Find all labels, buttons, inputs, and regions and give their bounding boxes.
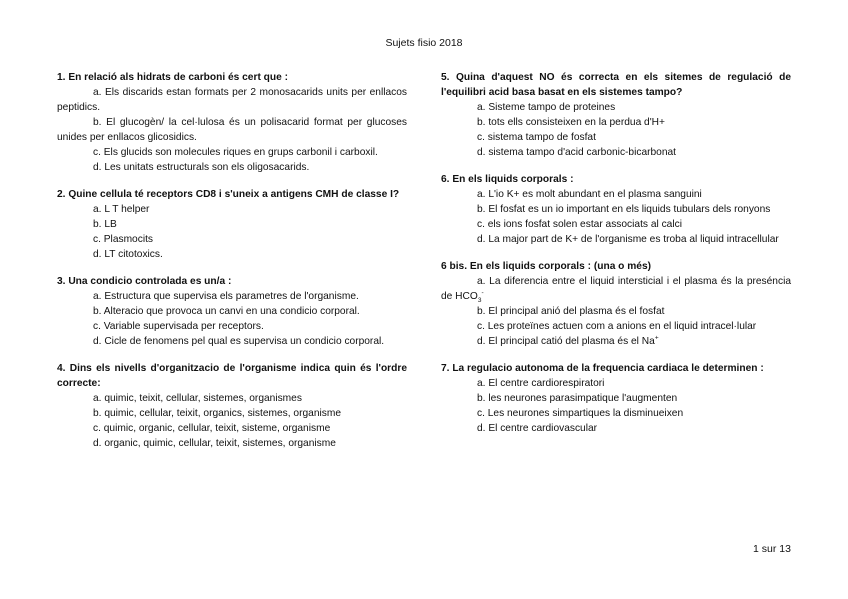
option-b: b. Alteracio que provoca un canvi en una condicio corporal. [93,306,360,317]
option-a-text: a. La diferencia entre el liquid intersticial i el plasma és la preséncia de HCO [441,276,791,302]
option-d: d. Les unitats estructurals son els oligosacarids. [93,162,310,173]
option-b: b. LB [93,219,117,230]
question-title: 4. Dins els nivells d'organitzacio de l'organisme indica quin és l'ordre correcte: [57,363,407,389]
question-4 [57,361,407,451]
option-a: a. quimic, teixit, cellular, sistemes, organismes [93,393,302,404]
option-b: b. quimic, cellular, teixit, organics, sistemes, organisme [93,408,341,419]
option-a: a. El centre cardiorespiratori [477,378,605,389]
question-6-bis [441,259,791,349]
option-b: b. El glucogèn/ la cel·lulosa és un polisacarid format per glucoses unides per enllacos glicosidics. [57,117,407,143]
option-b: b. tots ells consisteixen en la perdua d'H+ [477,117,665,128]
option-c: c. els ions fosfat solen estar associats al calci [477,219,682,230]
option-a [441,274,791,304]
option-c: c. Les neurones simpartiques la disminueixen [477,408,684,419]
option-b: b. les neurones parasimpatique l'augmenten [477,393,678,404]
question-title: 3. Una condicio controlada es un/a : [57,276,232,287]
right-column [441,70,791,448]
option-d: d. La major part de K+ de l'organisme es troba al liquid intracellular [477,234,779,245]
question-title: 6. En els liquids corporals : [441,174,574,185]
option-a: a. Els discarids estan formats per 2 monosacarids units per enllacos peptidics. [57,87,407,113]
option-d: d. Cicle de fenomens pel qual es supervisa un condicio corporal. [93,336,385,347]
question-6 [441,172,791,247]
option-c: c. Plasmocits [93,234,154,245]
option-d: d. LT citotoxics. [93,249,163,260]
option-a: a. Estructura que supervisa els parametres de l'organisme. [93,291,359,302]
option-c: c. Variable supervisada per receptors. [93,321,264,332]
subscript: 3 [477,297,482,305]
option-b: b. El principal anió del plasma és el fosfat [477,306,665,317]
option-d: d. El centre cardiovascular [477,423,598,434]
question-3 [57,274,407,349]
question-title: 1. En relació als hidrats de carboni és cert que : [57,72,288,83]
question-title: 2. Quine cellula té receptors CD8 i s'uneix a antigens CMH de classe I? [57,189,400,200]
question-title: 6 bis. En els liquids corporals : (una o més) [441,261,652,272]
option-d [441,334,791,349]
option-b: b. El fosfat es un io important en els liquids tubulars dels ronyons [477,204,771,215]
question-2 [57,187,407,262]
option-d-text: d. El principal catió del plasma és el Na [477,336,655,347]
option-c: c. quimic, organic, cellular, teixit, sisteme, organisme [93,423,331,434]
option-c: c. Les proteïnes actuen com a anions en el liquid intracel·lular [477,321,757,332]
superscript: + [654,334,659,342]
option-d: d. organic, quimic, cellular, teixit, sistemes, organisme [93,438,336,449]
option-a: a. L T helper [93,204,150,215]
page-number: 1 sur 13 [753,543,791,555]
option-a: a. L'io K+ es molt abundant en el plasma sanguini [477,189,702,200]
option-d: d. sistema tampo d'acid carbonic-bicarbonat [477,147,677,158]
option-a: a. Sisteme tampo de proteines [477,102,616,113]
superscript: - [481,289,484,297]
question-7 [441,361,791,436]
option-c: c. Els glucids son molecules riques en grups carbonil i carboxil. [93,147,378,158]
option-c: c. sistema tampo de fosfat [477,132,596,143]
question-title: 7. La regulacio autonoma de la frequencia cardiaca le determinen : [441,363,764,374]
question-5 [441,70,791,160]
question-title: 5. Quina d'aquest NO és correcta en els sitemes de regulació de l'equilibri acid basa basat en els sistemes tampo? [441,72,791,98]
left-column [57,70,407,463]
page-title: Sujets fisio 2018 [385,37,463,49]
question-1 [57,70,407,175]
